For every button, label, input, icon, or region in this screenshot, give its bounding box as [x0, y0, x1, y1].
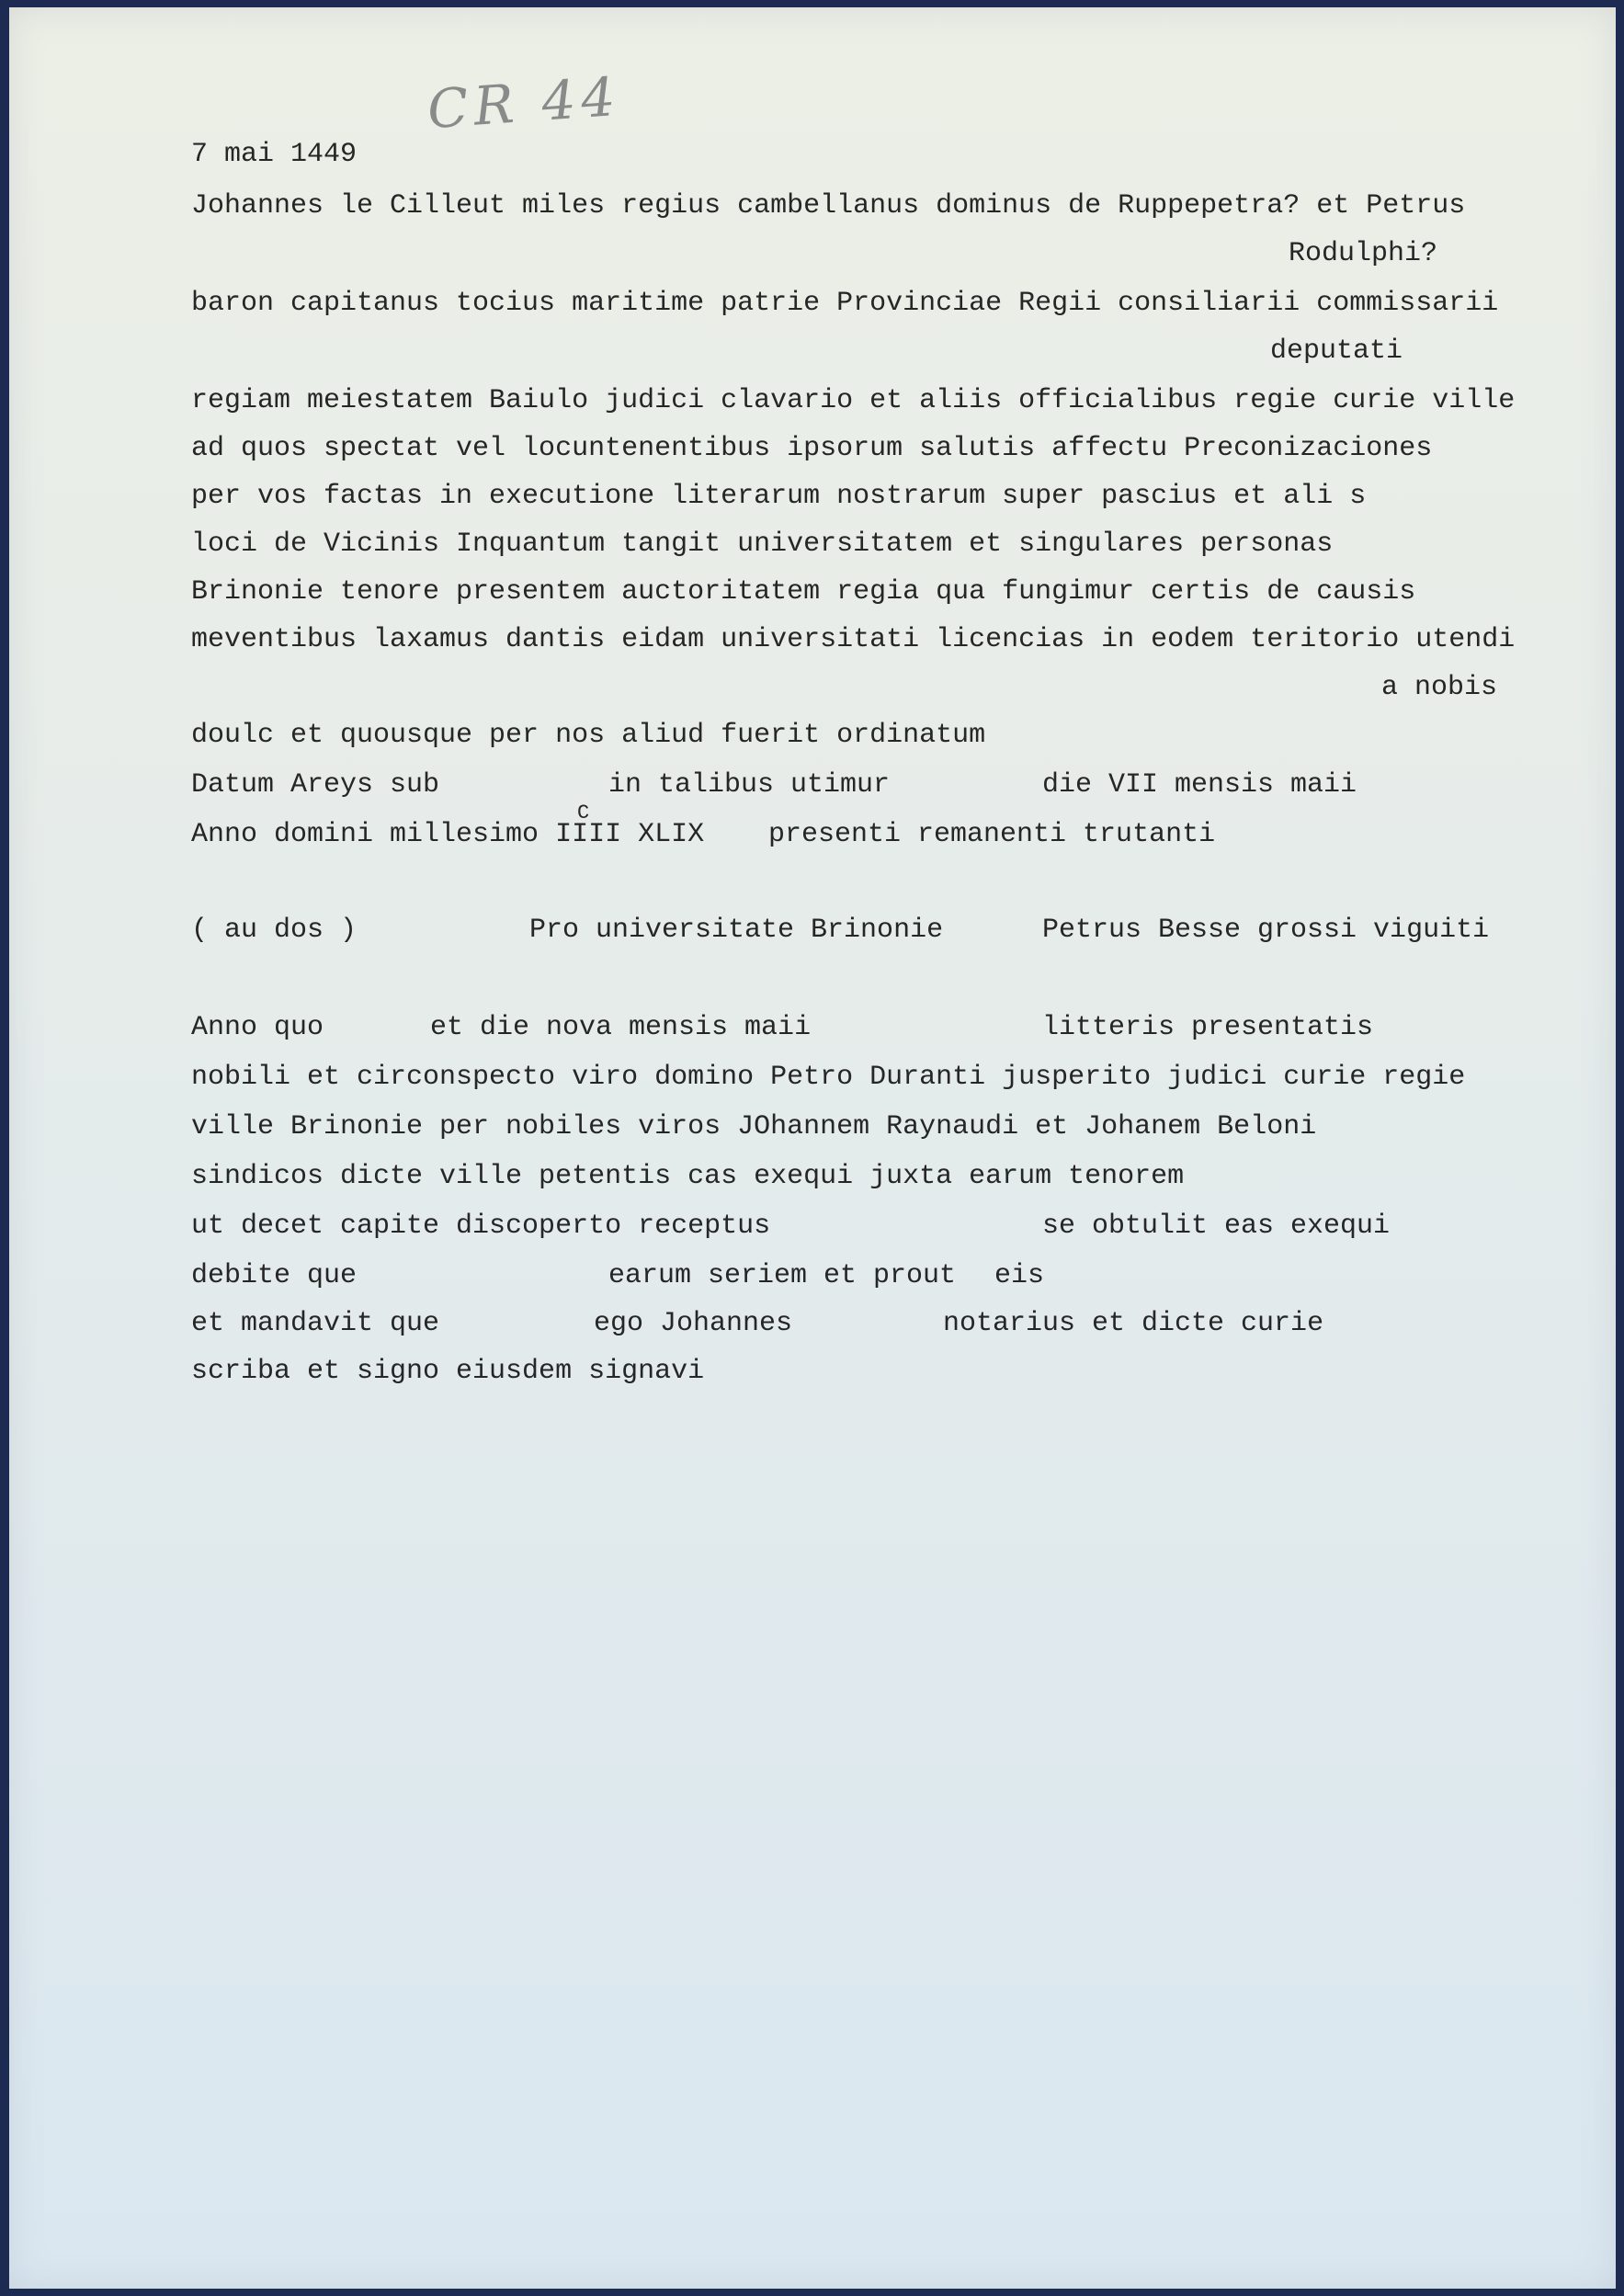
text-line: ville Brinonie per nobiles viros JOhannem Raynaudi et Johanem Beloni: [191, 1111, 1317, 1142]
text-line: Anno quo: [191, 1012, 324, 1043]
superscript-mark: C: [577, 801, 590, 824]
text-line: nobili et circonspecto viro domino Petro Duranti jusperito judici curie regie: [191, 1062, 1466, 1093]
text-line: se obtulit eas exequi: [1042, 1211, 1391, 1242]
text-line: in talibus utimur: [608, 769, 891, 801]
text-line: baron capitanus tocius maritime patrie Provinciae Regii consiliarii commissarii: [191, 288, 1499, 319]
text-line: Brinonie tenore presentem auctoritatem regia qua fungimur certis de causis: [191, 576, 1416, 608]
text-line: ego Johannes: [594, 1308, 793, 1339]
text-line: Pro universitate Brinonie: [529, 915, 944, 946]
dorse-label: ( au dos ): [191, 915, 358, 946]
date-heading: 7 mai 1449: [191, 139, 358, 170]
text-line: earum seriem et prout: [608, 1260, 957, 1291]
text-line: Rodulphi?: [1289, 238, 1438, 269]
text-line: doulc et quousque per nos aliud fuerit ordinatum: [191, 720, 986, 751]
document-page: [9, 7, 1616, 2289]
text-line: loci de Vicinis Inquantum tangit universitatem et singulares personas: [191, 529, 1334, 560]
text-line: Datum Areys sub: [191, 769, 440, 801]
text-line: et die nova mensis maii: [430, 1012, 812, 1043]
text-line: ad quos spectat vel locuntenentibus ipsorum salutis affectu Preconizaciones: [191, 433, 1433, 464]
text-line: Petrus Besse grossi viguiti: [1042, 915, 1490, 946]
text-line: litteris presentatis: [1042, 1012, 1374, 1043]
text-line: die VII mensis maii: [1042, 769, 1357, 801]
text-line: scriba et signo eiusdem signavi: [191, 1356, 705, 1387]
text-line: sindicos dicte ville petentis cas exequi juxta earum tenorem: [191, 1161, 1185, 1192]
text-line: meventibus laxamus dantis eidam universitati licencias in eodem teritorio utendi: [191, 624, 1516, 655]
text-line: Johannes le Cilleut miles regius cambellanus dominus de Ruppepetra? et Petrus: [191, 190, 1466, 222]
text-line: a nobis: [1381, 672, 1498, 703]
text-line: notarius et dicte curie: [943, 1308, 1324, 1339]
text-line: deputati: [1270, 335, 1403, 367]
text-line: regiam meiestatem Baiulo judici clavario et aliis officialibus regie curie ville: [191, 385, 1516, 416]
handwritten-note: CR 44: [425, 64, 623, 142]
text-line: presenti remanenti trutanti: [768, 819, 1216, 850]
text-line: ut decet capite discoperto receptus: [191, 1211, 771, 1242]
text-line: debite que: [191, 1260, 358, 1291]
text-line: et mandavit que: [191, 1308, 440, 1339]
text-line: Anno domini millesimo IIII XLIX: [191, 819, 705, 850]
text-line: per vos factas in executione literarum nostrarum super pascius et ali s: [191, 481, 1367, 512]
text-line: eis: [994, 1260, 1045, 1291]
